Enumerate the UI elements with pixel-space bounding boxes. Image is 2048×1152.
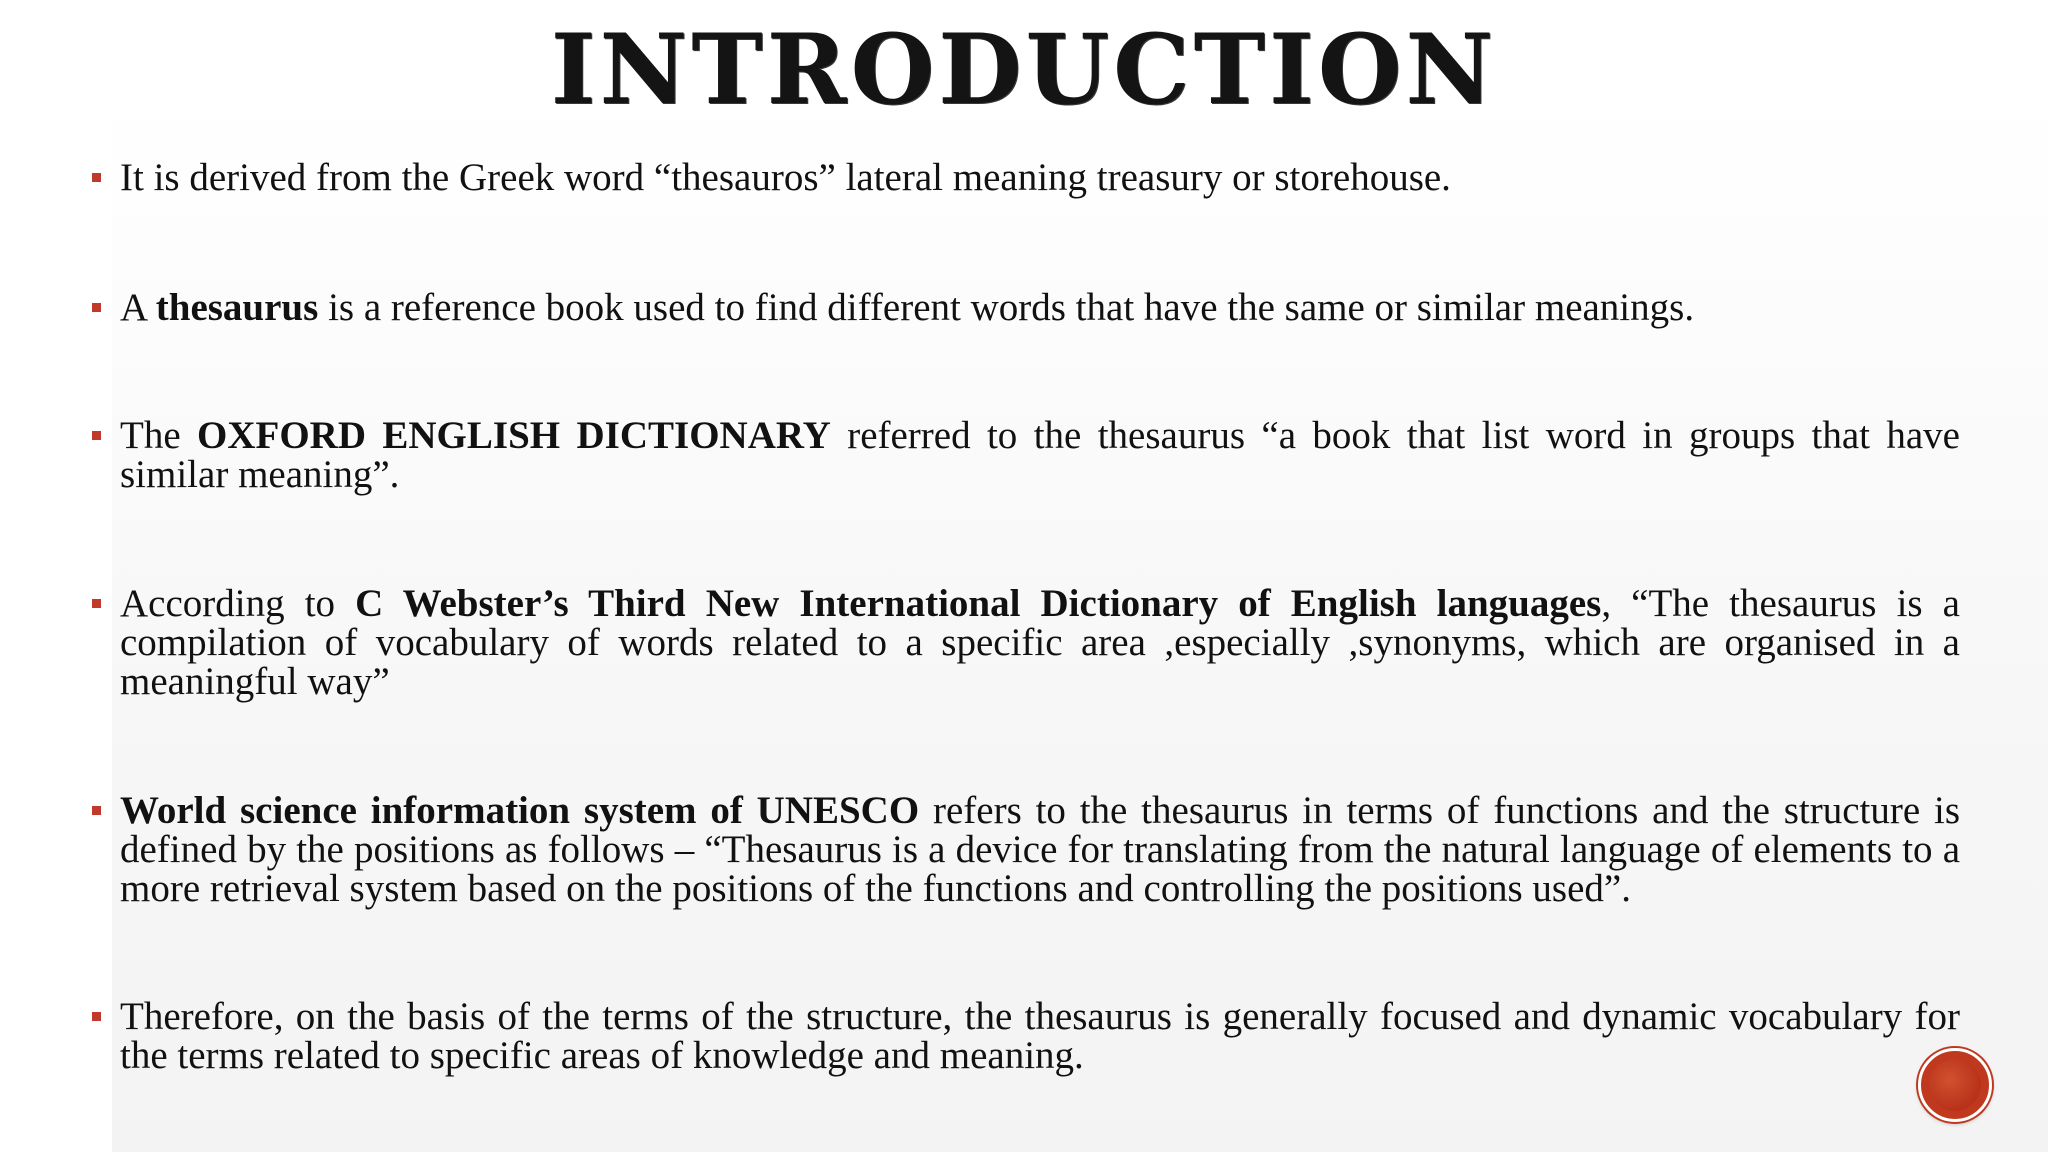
bullet-text: The: [120, 414, 198, 457]
bullet-text: According to: [120, 582, 356, 625]
square-bullet-icon: [92, 806, 101, 815]
bullet-item-oxford: [88, 416, 1960, 494]
circle-nav-button-icon[interactable]: [1918, 1048, 1992, 1122]
slide-title: INTRODUCTION: [550, 13, 1498, 126]
bullet-bold-term: thesaurus: [155, 286, 319, 329]
square-bullet-icon: [92, 599, 101, 608]
bullet-item-greek-origin: [88, 158, 1960, 197]
bullet-bold-term: OXFORD ENGLISH DICTIONARY: [197, 414, 831, 457]
bullet-text: refers to the thesaurus in terms of functions and the structure is defined by the positions as follows – “Thesaurus is a device for translating from the natural language of elements to a more retrieval system based on the positions of the functions and controlling the positions used”.: [120, 789, 1961, 910]
bullet-item-webster: [88, 584, 1960, 701]
bullet-text: referred to the thesaurus “a book that list word in groups that have similar meaning”.: [120, 414, 1960, 496]
bullet-text: A: [120, 286, 156, 329]
bullet-bold-term: World science information system of UNESCO: [120, 789, 920, 832]
bullet-text: It is derived from the Greek word “thesauros” lateral meaning treasury or storehouse.: [120, 156, 1451, 199]
bullet-item-definition: [88, 288, 1960, 327]
square-bullet-icon: [92, 1012, 101, 1021]
bullet-list: [88, 158, 1960, 1075]
bullet-text: Therefore, on the basis of the terms of the structure, the thesaurus is generally focused and dynamic vocabulary for the terms related to specific areas of knowledge and meaning.: [120, 995, 1960, 1077]
square-bullet-icon: [92, 173, 101, 182]
bullet-item-therefore: [88, 997, 1960, 1075]
bullet-text: , “The thesaurus is a compilation of vocabulary of words related to a specific area ,especially ,synonyms, which are organised in a meaningful way”: [120, 582, 1960, 703]
bullet-bold-term: C Webster’s Third New International Dictionary of English languages: [355, 582, 1602, 625]
bullet-item-unesco: [88, 791, 1960, 908]
square-bullet-icon: [92, 303, 101, 312]
bullet-text: is a reference book used to find different words that have the same or similar meanings.: [318, 286, 1695, 329]
square-bullet-icon: [92, 431, 101, 440]
